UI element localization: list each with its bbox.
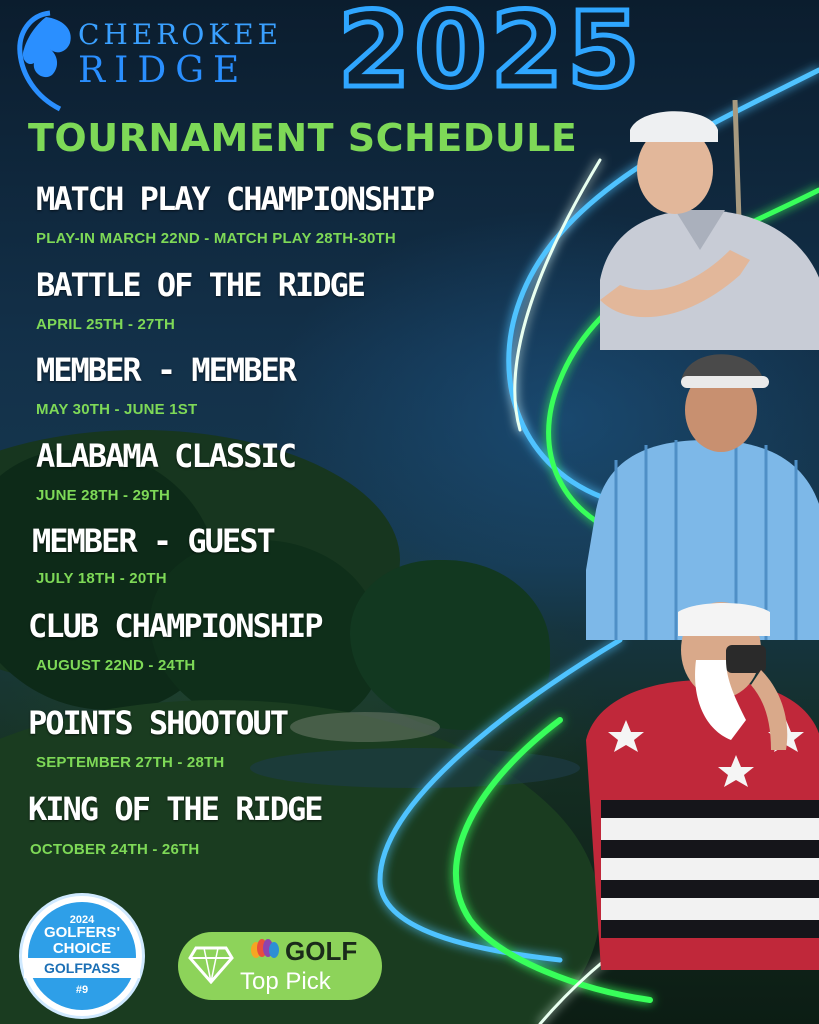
event-date: OCTOBER 24TH - 26TH [30, 841, 200, 858]
event-name: ALABAMA CLASSIC [36, 437, 295, 475]
event-date: JULY 18TH - 20TH [36, 570, 167, 587]
badge-year: 2024 [69, 914, 95, 926]
badge-choice-text: CHOICE [52, 940, 112, 957]
year-title: 2025 [338, 0, 644, 111]
top-pick-text: Top Pick [240, 968, 331, 995]
golfer-photo-1 [590, 100, 819, 350]
event-date: SEPTEMBER 27TH - 28TH [36, 754, 225, 771]
diamond-icon [188, 944, 234, 984]
peacock-logo-icon [250, 938, 282, 960]
event-name: KING OF THE RIDGE [28, 790, 322, 828]
event-name: CLUB CHAMPIONSHIP [28, 607, 322, 645]
badge-golfers-text: GOLFERS' [43, 924, 121, 941]
swirl-blue-low [380, 640, 620, 960]
golfer-photo-3 [586, 590, 819, 970]
brand-cherokee: CHEROKEE [78, 18, 283, 51]
event-name: BATTLE OF THE RIDGE [36, 266, 365, 304]
event-date: JUNE 28TH - 29TH [36, 487, 171, 504]
golf-brand-text: GOLF [285, 936, 358, 966]
event-date: PLAY-IN MARCH 22ND - MATCH PLAY 28TH-30TH [36, 230, 396, 247]
event-name: MEMBER - MEMBER [36, 351, 295, 389]
event-name: POINTS SHOOTOUT [28, 704, 287, 742]
event-date: AUGUST 22ND - 24TH [36, 657, 196, 674]
event-name: MATCH PLAY CHAMPIONSHIP [36, 180, 434, 218]
event-date: MAY 30TH - JUNE 1ST [36, 401, 198, 418]
badge-rank: #9 [75, 984, 89, 996]
event-date: APRIL 25TH - 27TH [36, 316, 175, 333]
golfers-choice-badge [22, 896, 142, 1016]
schedule-title: TOURNAMENT SCHEDULE [28, 116, 578, 160]
badge-golfpass-text: GOLFPASS [44, 960, 120, 976]
event-name: MEMBER - GUEST [32, 522, 274, 560]
brand-ridge: RIDGE [78, 50, 249, 91]
